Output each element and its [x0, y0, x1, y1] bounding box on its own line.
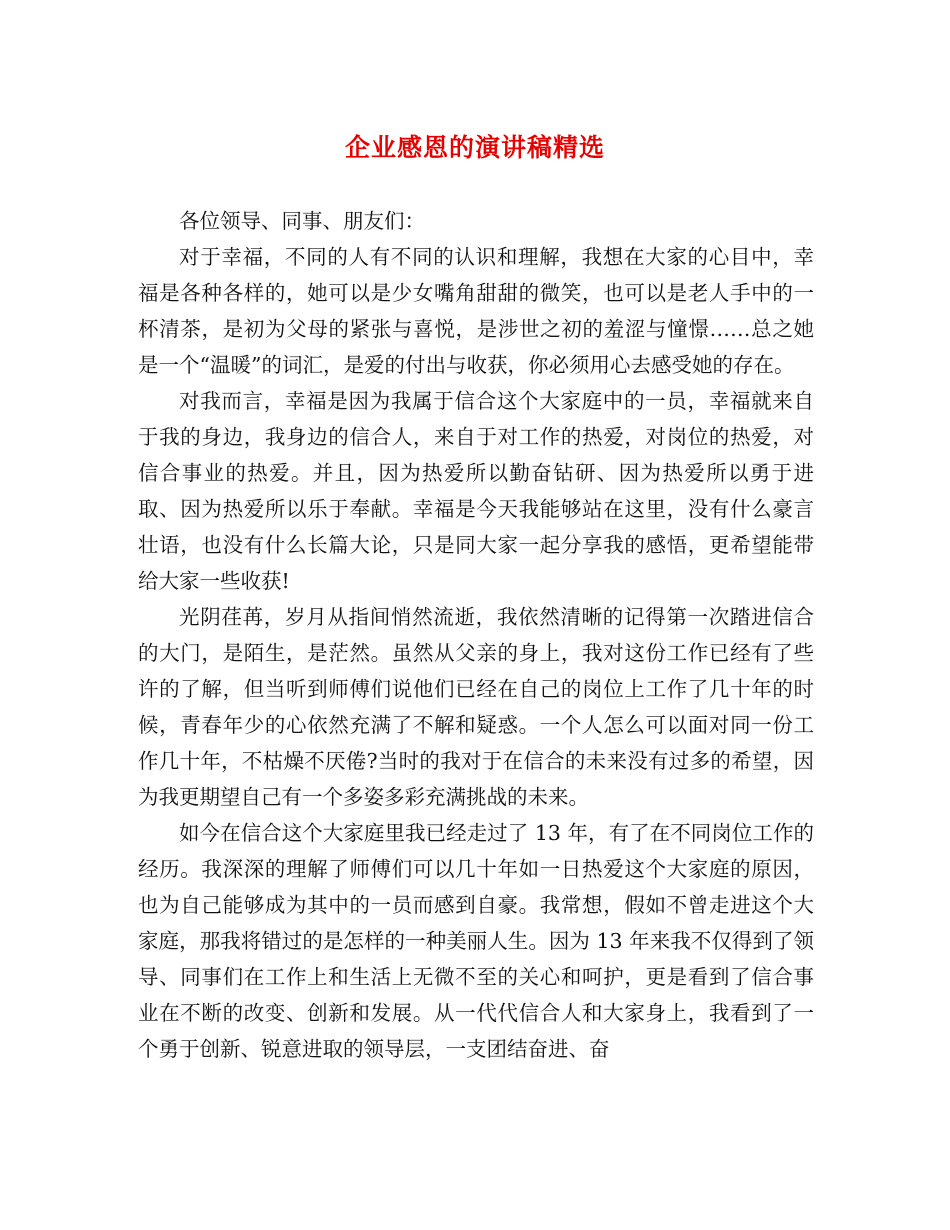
document-title: 企业感恩的演讲稿精选: [344, 133, 605, 162]
paragraph-3: 光阴荏苒，岁月从指间悄然流逝，我依然清晰的记得第一次踏进信合的大门，是陌生，是茫然。虽然从父亲的身上，我对这份工作已经有了些许的了解，但当听到师傅们说他们已经在自己的岗位上工作了几十年的时候，青春年少的心依然充满了不解和疑惑。一个人怎么可以面对同一份工作几十年，不枯燥不厌倦?当时的我对于在信合的未来没有过多的希望，因为我更期望自己有一个多姿多彩充满挑战的未来。: [138, 605, 814, 809]
paragraph-2: 对我而言，幸福是因为我属于信合这个大家庭中的一员，幸福就来自于我的身边，我身边的信合人，来自于对工作的热爱，对岗位的热爱，对信合事业的热爱。并且，因为热爱所以勤奋钻研、因为热爱所以勇于进取、因为热爱所以乐于奉献。幸福是今天我能够站在这里，没有什么豪言壮语，也没有什么长篇大论，只是同大家一起分享我的感悟，更希望能带给大家一些收获!: [138, 389, 814, 593]
paragraph-4: 如今在信合这个大家庭里我已经走过了 13 年，有了在不同岗位工作的经历。我深深的理解了师傅们可以几十年如一日热爱这个大家庭的原因，也为自己能够成为其中的一员而感到自豪。我常想，假如不曾走进这个大家庭，那我将错过的是怎样的一种美丽人生。因为 13 年来我不仅得到了领导、同事们在工作上和生活上无微不至的关心和呵护，更是看到了信合事业在不断的改变、创新和发展。从一代代信合人和大家身上，我看到了一个勇于创新、锐意进取的领导层，一支团结奋进、奋: [138, 821, 814, 1061]
paragraph-1: 对于幸福，不同的人有不同的认识和理解，我想在大家的心目中，幸福是各种各样的，她可以是少女嘴角甜甜的微笑，也可以是老人手中的一杯清茶，是初为父母的紧张与喜悦，是涉世之初的羞涩与憧憬……总之她是一个“温暖”的词汇，是爱的付出与收获，你必须用心去感受她的存在。: [138, 245, 814, 377]
document-body: [138, 203, 814, 1067]
salutation: 各位领导、同事、朋友们：: [179, 209, 425, 233]
